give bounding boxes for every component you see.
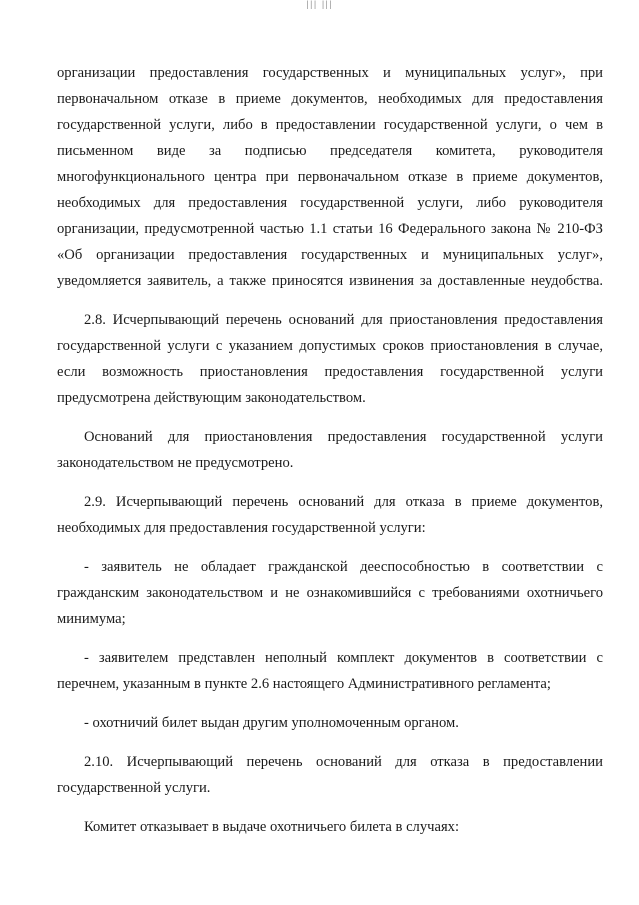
list-item-issued-elsewhere (57, 710, 603, 736)
text-line: государственной услуги. (57, 780, 211, 796)
text-line: Оснований для приостановления предоставления государственной услуги (84, 429, 603, 445)
text-line: первоначальном отказе в приеме документов, необходимых для предоставления (57, 91, 603, 107)
text-line: минимума; (57, 611, 126, 627)
list-item-incomplete-documents (57, 645, 603, 697)
text-line: - охотничий билет выдан другим уполномоченным органом. (84, 715, 459, 731)
text-line: уведомляется заявитель, а также приносятся извинения за доставленные неудобства. (57, 273, 603, 289)
text-line: гражданским законодательством и не ознакомившийся с требованиями охотничьего (57, 585, 603, 601)
text-line: 2.10. Исчерпывающий перечень оснований для отказа в предоставлении (84, 754, 603, 770)
text-line: организации предоставления государственных и муниципальных услуг», при (57, 65, 603, 81)
text-line: необходимых для предоставления государственной услуги, либо руководителя (57, 195, 603, 211)
paragraph-2-8 (57, 307, 603, 411)
text-line: предусмотрена действующим законодательством. (57, 390, 366, 406)
text-line: государственной услуги с указанием допустимых сроков приостановления в случае, (57, 338, 603, 354)
paragraph-committee-refusal (57, 814, 603, 840)
text-line: если возможность приостановления предоставления государственной услуги (57, 364, 603, 380)
text-line: необходимых для предоставления государственной услуги: (57, 520, 426, 536)
paragraph-2-10 (57, 749, 603, 801)
list-item-legal-capacity (57, 554, 603, 632)
paragraph-no-suspension (57, 424, 603, 476)
text-line: Комитет отказывает в выдаче охотничьего билета в случаях: (84, 819, 460, 835)
text-line: письменном виде за подписью председателя комитета, руководителя (57, 143, 603, 159)
text-line: «Об организации предоставления государственных и муниципальных услуг», (57, 247, 603, 263)
paragraph-refusal-notification (57, 60, 603, 294)
text-line: 2.9. Исчерпывающий перечень оснований для отказа в приеме документов, (84, 494, 603, 510)
text-line: 2.8. Исчерпывающий перечень оснований для приостановления предоставления (84, 312, 603, 328)
text-line: организации, предусмотренной частью 1.1 статьи 16 Федерального закона № 210-ФЗ (57, 221, 603, 237)
text-line: государственной услуги, либо в предоставлении государственной услуги, о чем в (57, 117, 603, 133)
text-line: - заявителем представлен неполный комплект документов в соответствии с (84, 650, 603, 666)
text-line: - заявитель не обладает гражданской дееспособностью в соответствии с (84, 559, 603, 575)
text-line: перечнем, указанным в пункте 2.6 настоящего Административного регламента; (57, 676, 551, 692)
text-line: законодательством не предусмотрено. (57, 455, 294, 471)
paragraph-2-9 (57, 489, 603, 541)
document-body (57, 60, 603, 840)
text-line: многофункционального центра при первоначальном отказе в приеме документов, (57, 169, 603, 185)
page-header-mark: ||| ||| (306, 0, 334, 9)
